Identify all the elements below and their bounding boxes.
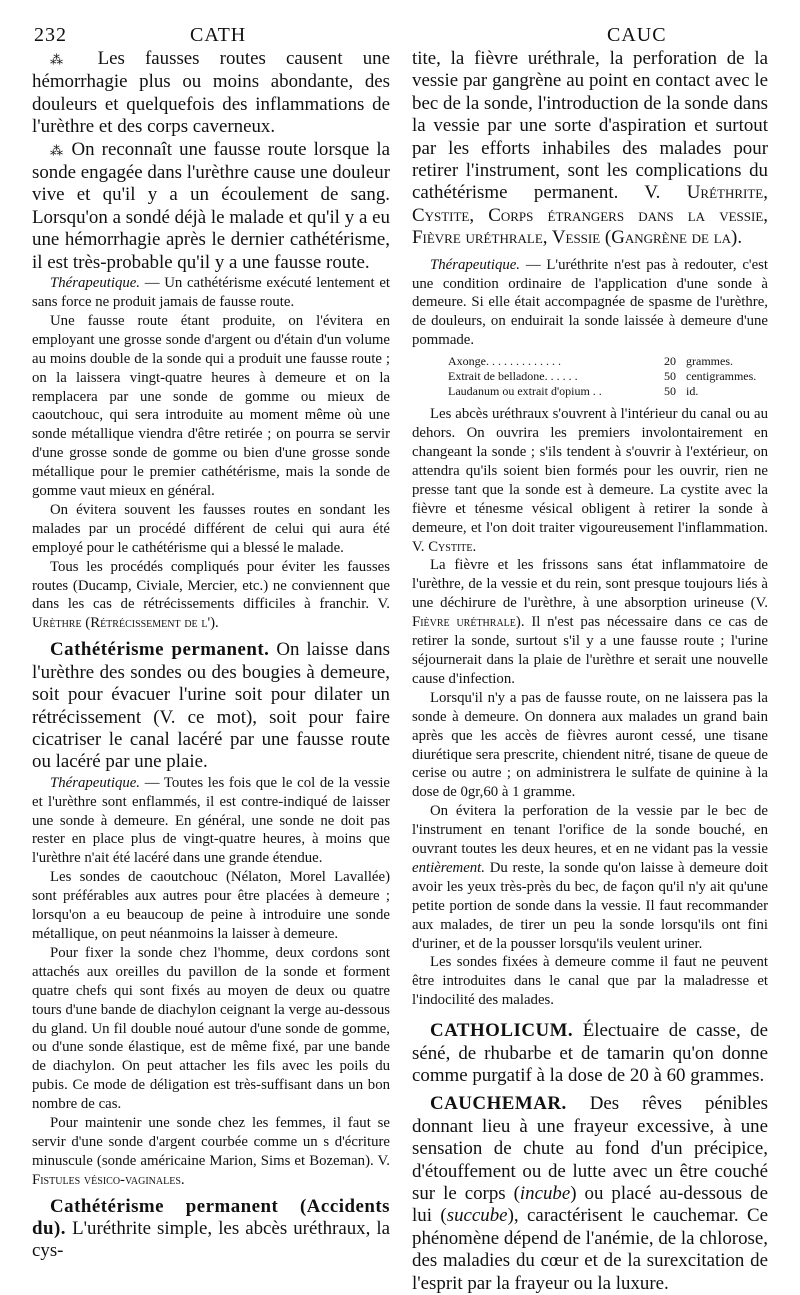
cross-reference: Fistules vésico-vaginales. [32, 1171, 185, 1188]
paragraph: Tous les procédés compliqués pour éviter les fausses routes (Ducamp, Civiale, Mercier, etc.) ne conviennent que dans les cas de rétrécissements difficiles à franchir. V. Urèthre (Rétrécissement de l'). [32, 558, 390, 632]
running-header [34, 24, 778, 48]
paragraph: Les sondes fixées à demeure comme il faut ne peuvent être introduites dans le canal que par la maladresse et l'indocilité des malades. [412, 954, 768, 1009]
formula-row: Axonge. . . . . . . . . . . . . 20 grammes. [448, 354, 733, 369]
entry-title: CAUCHEMAR. [430, 1093, 567, 1115]
entry-title: Cathétérisme permanent (Accidents du). [32, 1195, 390, 1240]
paragraph: Les abcès uréthraux s'ouvrent à l'intérieur du canal ou au dehors. On ouvrira les premiers involontairement en changeant la sonde ; s'ils tendent à s'ouvrir à l'extérieur, on attendra qu'ils soient bien formés pour les ouvrir, rien ne presse tant que la sonde est à demeure. La cystite avec la fièvre et ténesme vésical obligent à retirer la sonde à demeure, et l'on doit traiter vigoureusement l'inflammation. V. Cystite. [412, 406, 768, 555]
paragraph: Thérapeutique. — L'uréthrite n'est pas à redouter, c'est une condition ordinaire de l'application d'une sonde à demeure. Si elle était accompagnée de spasme de l'urèthre, de douleurs, on enduirait la sonde laissée à demeure d'une pommade. [412, 256, 769, 349]
right-running-head: CAUC [607, 24, 667, 46]
cross-reference: Fièvre uréthrale [412, 614, 516, 631]
left-column [32, 48, 390, 1263]
cross-reference: Uréthrite, Cystite, Corps étrangers dans la vessie, Fièvre uréthrale, Vessie (Gangrène de la). [412, 182, 768, 249]
paragraph: Thérapeutique. — Toutes les fois que le col de la vessie et l'urèthre sont enflammés, il est contre-indiqué de laisser une sonde à demeure. En général, une sonde ne doit pas rester en place plus de vingt-quatre heures, à moins que l'urèthre n'ait été lacéré dans une grande étendue. [32, 774, 390, 867]
paragraph: Pour maintenir une sonde chez les femmes, il faut se servir d'une sonde d'argent courbée comme un s d'écriture minuscule (sonde américaine Marion, Sims et Bozeman). V. Fistules vésico-vaginales. [32, 1115, 390, 1188]
paragraph: ⁂ Les fausses routes causent une hémorrhagie plus ou moins abondante, des douleurs et quelquefois des inflammations de l'urèthre et des corps caverneux. [32, 48, 391, 138]
paragraph: Pour fixer la sonde chez l'homme, deux cordons sont attachés aux oreilles du pavillon de la sonde et forment quatre chefs qui sont fixés au moyen de deux ou quatre tours d'une bande de diachylon ceignant la verge au-dessous du gland. Un fil double noué autour d'une sonde de gomme, ou d'une sonde élastique, est de même fixé, par une bande de diachylon. On peut attacher les fils avec les poils du pubis. Ce mode de déligation est très-suffisant dans un bon nombre de cas. [32, 944, 390, 1113]
cross-reference: Cystite. [428, 538, 477, 555]
paragraph: On évitera la perforation de la vessie par le bec de l'instrument en tenant l'orifice de la sonde bouché, en ouvrant toutes les deux heures, et en ne vidant pas la vessie entièrement. Du reste, la sonde qu'on laisse à demeure doit avoir les yeux très-près du bec, de façon qu'il n'y ait qu'une petite portion de sonde dans la vessie. Il faut recommander aux malades, de tirer un peu la sonde lorsqu'ils ont fini d'uriner, et de la pousser lorsqu'ils veulent uriner. [412, 803, 768, 952]
page-number: 232 [34, 24, 67, 46]
paragraph: Thérapeutique. — Un cathétérisme exécuté lentement et sans force ne produit jamais de fausse route. [32, 275, 391, 310]
left-running-head: CATH [190, 24, 247, 46]
entry-heading: Cathétérisme permanent (Accidents du). L'uréthrite simple, les abcès uréthraux, la cys- [32, 1195, 390, 1262]
entry-heading: Cathétérisme permanent. On laisse dans l'urèthre des sondes ou des bougies à demeure, soit pour évacuer l'urine soit pour dilater un rétrécissement (V. ce mot), soit pour faire cicatriser le canal lacéré par une fausse route ou lacéré par une plaie. [32, 639, 390, 773]
entry-title: Cathétérisme permanent. [50, 639, 270, 661]
paragraph: Les sondes de caoutchouc (Nélaton, Morel Lavallée) sont préférables aux autres pour être placées à demeure ; lorsqu'on a eu beaucoup de peine à introduire une sonde métallique, on peut néanmoins la laisser à demeure. [32, 869, 390, 942]
entry-heading: CATHOLICUM. Électuaire de casse, de séné, de rhubarbe et de tamarin qu'on donne comme purgatif à la dose de 20 à 60 grammes. [412, 1020, 768, 1086]
prescription-formula [448, 354, 768, 399]
paragraph: La fièvre et les frissons sans état inflammatoire de l'urèthre, de la vessie et du rein, sont presque toujours liés à une déchirure de l'urèthre, à une absorption urineuse (V. Fièvre uréthrale). Il n'est pas nécessaire dans ce cas de retirer la sonde, surtout s'il y a une fausse route ; l'urine séjournerait dans la plaie de l'urèthre et serait une nouvelle cause d'infection. [412, 557, 768, 687]
entry-heading: CAUCHEMAR. Des rêves pénibles donnant lieu à une frayeur excessive, à une sensation de chute au fond d'un précipice, d'étouffement ou de lutte avec un être couché sur le corps (incube) ou placé au-dessous de lui (succube), caractérisent le cauchemar. Ce phénomène dépend de l'anémie, de la chlorose, des maladies du cœur et de la surexcitation de l'esprit par la frayeur ou la luxure. [412, 1093, 768, 1294]
asterism-icon: ⁂ [50, 142, 65, 158]
paragraph: On évitera souvent les fausses routes en sondant les malades par un procédé différent de celui qui aura été employé pour le cathétérisme qui a blessé le malade. [32, 501, 390, 556]
asterism-icon: ⁂ [50, 52, 78, 67]
formula-row: Laudanum ou extrait d'opium . . 50 id. [448, 384, 699, 399]
right-column [412, 48, 768, 1295]
entry-title: CATHOLICUM. [430, 1020, 574, 1042]
paragraph: tite, la fièvre uréthrale, la perforation de la vessie par gangrène au point en contact avec le bec de la sonde, l'introduction de la sonde dans la vessie par une sorte d'aspiration et surtout par les efforts inhabiles des malades pour retirer l'instrument, sont les complications du cathétérisme permanent. V. Uréthrite, Cystite, Corps étrangers dans la vessie, Fièvre uréthrale, Vessie (Gangrène de la). [412, 48, 768, 249]
cross-reference: Urèthre (Rétrécissement de l'). [32, 615, 219, 632]
paragraph: Une fausse route étant produite, on l'évitera en employant une grosse sonde d'argent ou d'étain d'un volume au moins double de la sonde qui a produit une fausse route ; on la laissera vingt-quatre heures à demeure et on la remplacera par une sonde de gomme ou mieux de caoutchouc, qui sera introduite au moment même où une sonde métallique viendra d'être retirée ; on pourra se servir d'une grosse sonde de gomme ou bien d'une grosse sonde métallique pour le premier cathétérisme, mais la sonde de gomme vaut mieux en général. [32, 312, 390, 500]
formula-row: Extrait de belladone. . . . . . 50 centigrammes. [448, 369, 757, 384]
paragraph: ⁂ On reconnaît une fausse route lorsque la sonde engagée dans l'urèthre cause une douleur vive et qu'il y a un écoulement de sang. Lorsqu'on a sondé déjà le malade et qu'il y a eu une hémorrhagie après le dernier cathétérisme, il est très-probable qu'il y a une fausse route. [32, 138, 391, 273]
paragraph: Lorsqu'il n'y a pas de fausse route, on ne laissera pas la sonde à demeure. On donnera aux malades un grand bain après que les accès de fièvres auront cessé, une tisane diurétique sera prescrite, chiendent nitré, tisane de queue de cerise ou autre ; on administrera le sulfate de quinine à la dose de 0gr,60 à 1 gramme. [412, 689, 768, 801]
